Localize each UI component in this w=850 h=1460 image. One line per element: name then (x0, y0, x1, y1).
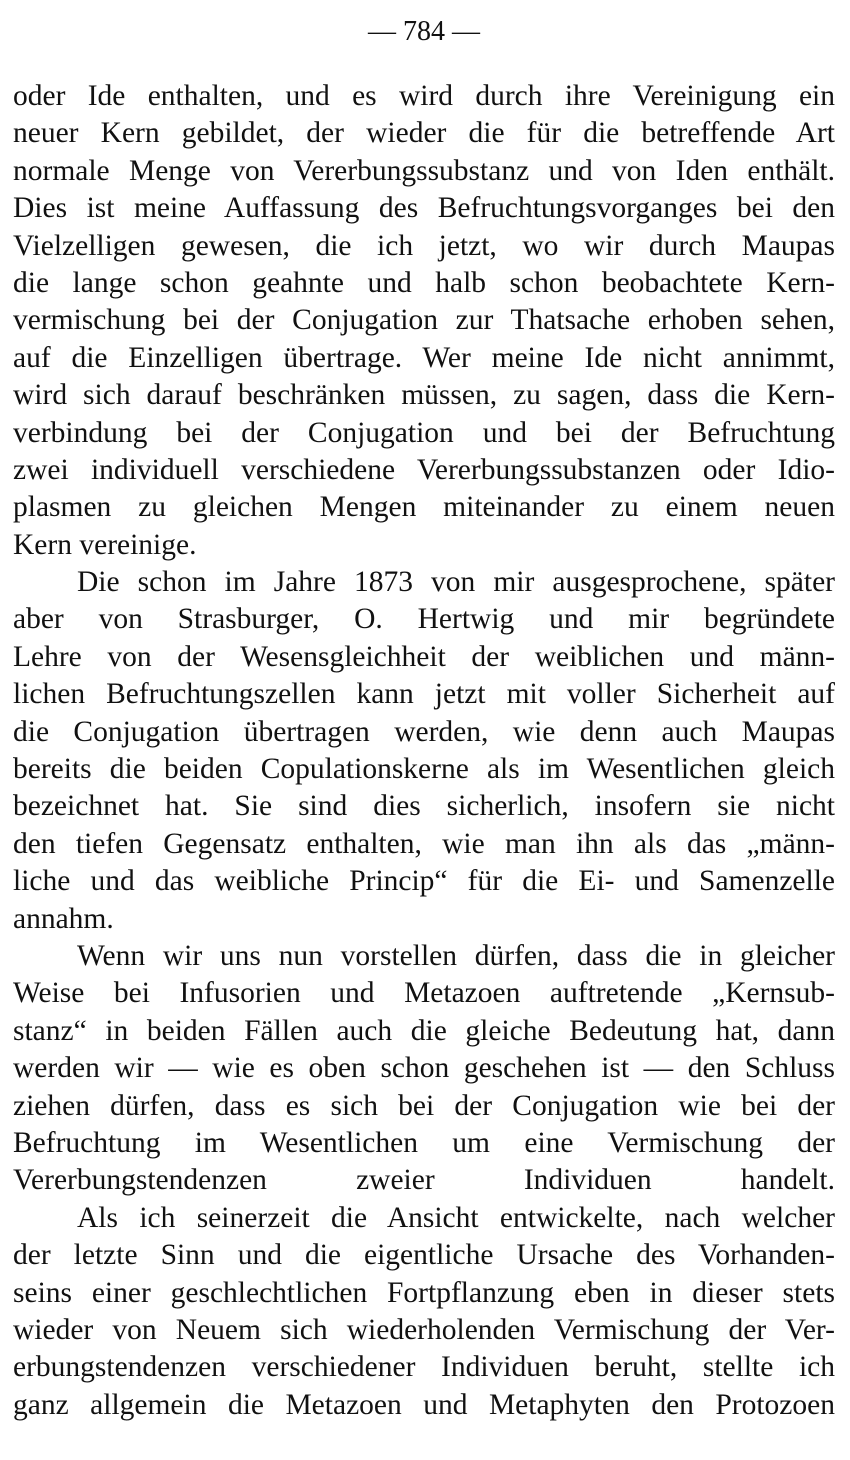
text-line: Wenn wir uns nun vorstellen dürfen, dass die in gleicher (77, 939, 835, 972)
text-line: die Conjugation übertragen werden, wie denn auch Maupas (13, 715, 835, 748)
text-line: Befruchtung im Wesentlichen um eine Vermischung der (13, 1126, 835, 1159)
text-line: Vielzelligen gewesen, die ich jetzt, wo wir durch Maupas (13, 229, 835, 262)
text-line: wieder von Neuem sich wiederholenden Vermischung der Ver- (13, 1313, 835, 1346)
text-line: bezeichnet hat. Sie sind dies sicherlich, insofern sie nicht (13, 790, 835, 823)
body-text (13, 78, 835, 1424)
text-line: normale Menge von Vererbungssubstanz und von Iden enthält. (13, 154, 835, 187)
text-line: Die schon im Jahre 1873 von mir ausgesprochene, später (77, 566, 835, 599)
text-line: aber von Strasburger, O. Hertwig und mir begründete (13, 603, 835, 636)
text-line: vermischung bei der Conjugation zur Thatsache erhoben sehen, (13, 304, 835, 337)
text-line: der letzte Sinn und die eigentliche Ursache des Vorhanden- (13, 1239, 835, 1272)
text-line: annahm. (13, 902, 114, 935)
book-page (13, 0, 835, 1460)
text-line: auf die Einzelligen übertrage. Wer meine Ide nicht annimmt, (13, 341, 835, 374)
text-line: den tiefen Gegensatz enthalten, wie man ihn als das „männ- (13, 827, 835, 860)
text-line: oder Ide enthalten, und es wird durch ihre Vereinigung ein (13, 80, 835, 112)
text-line: Als ich seinerzeit die Ansicht entwickelte, nach welcher (77, 1201, 835, 1234)
text-line: seins einer geschlechtlichen Fortpflanzung eben in dieser stets (13, 1276, 835, 1309)
text-line: ziehen dürfen, dass es sich bei der Conjugation wie bei der (13, 1089, 835, 1122)
text-line: ganz allgemein die Metazoen und Metaphyten den Protozoen (13, 1388, 835, 1421)
text-line: liche und das weibliche Princip“ für die Ei- und Samenzelle (13, 865, 835, 898)
text-line: die lange schon geahnte und halb schon beobachtete Kern- (13, 266, 835, 299)
text-line: bereits die beiden Copulationskerne als im Wesentlichen gleich (13, 753, 835, 786)
text-line: stanz“ in beiden Fällen auch die gleiche Bedeutung hat, dann (13, 1014, 835, 1047)
text-line: plasmen zu gleichen Mengen miteinander zu einem neuen (13, 491, 835, 524)
text-line: wird sich darauf beschränken müssen, zu sagen, dass die Kern- (13, 379, 835, 412)
text-line: werden wir — wie es oben schon geschehen ist — den Schluss (13, 1052, 835, 1085)
text-line: erbungstendenzen verschiedener Individuen beruht, stellte ich (13, 1351, 835, 1384)
text-line: lichen Befruchtungszellen kann jetzt mit voller Sicherheit auf (13, 678, 835, 711)
text-line: neuer Kern gebildet, der wieder die für die betreffende Art (13, 117, 835, 150)
text-line: Vererbungstendenzen zweier Individuen handelt. (13, 1164, 835, 1197)
text-line: Lehre von der Wesensgleichheit der weiblichen und männ- (13, 640, 835, 673)
text-line: Weise bei Infusorien und Metazoen auftretende „Kernsub- (13, 977, 835, 1010)
page-number: — 784 — (368, 16, 480, 47)
text-line: zwei individuell verschiedene Vererbungssubstanzen oder Idio- (13, 453, 835, 486)
text-line: Kern vereinige. (13, 528, 197, 561)
text-line: verbindung bei der Conjugation und bei der Befruchtung (13, 416, 835, 449)
text-line: Dies ist meine Auffassung des Befruchtungsvorganges bei den (13, 192, 835, 225)
